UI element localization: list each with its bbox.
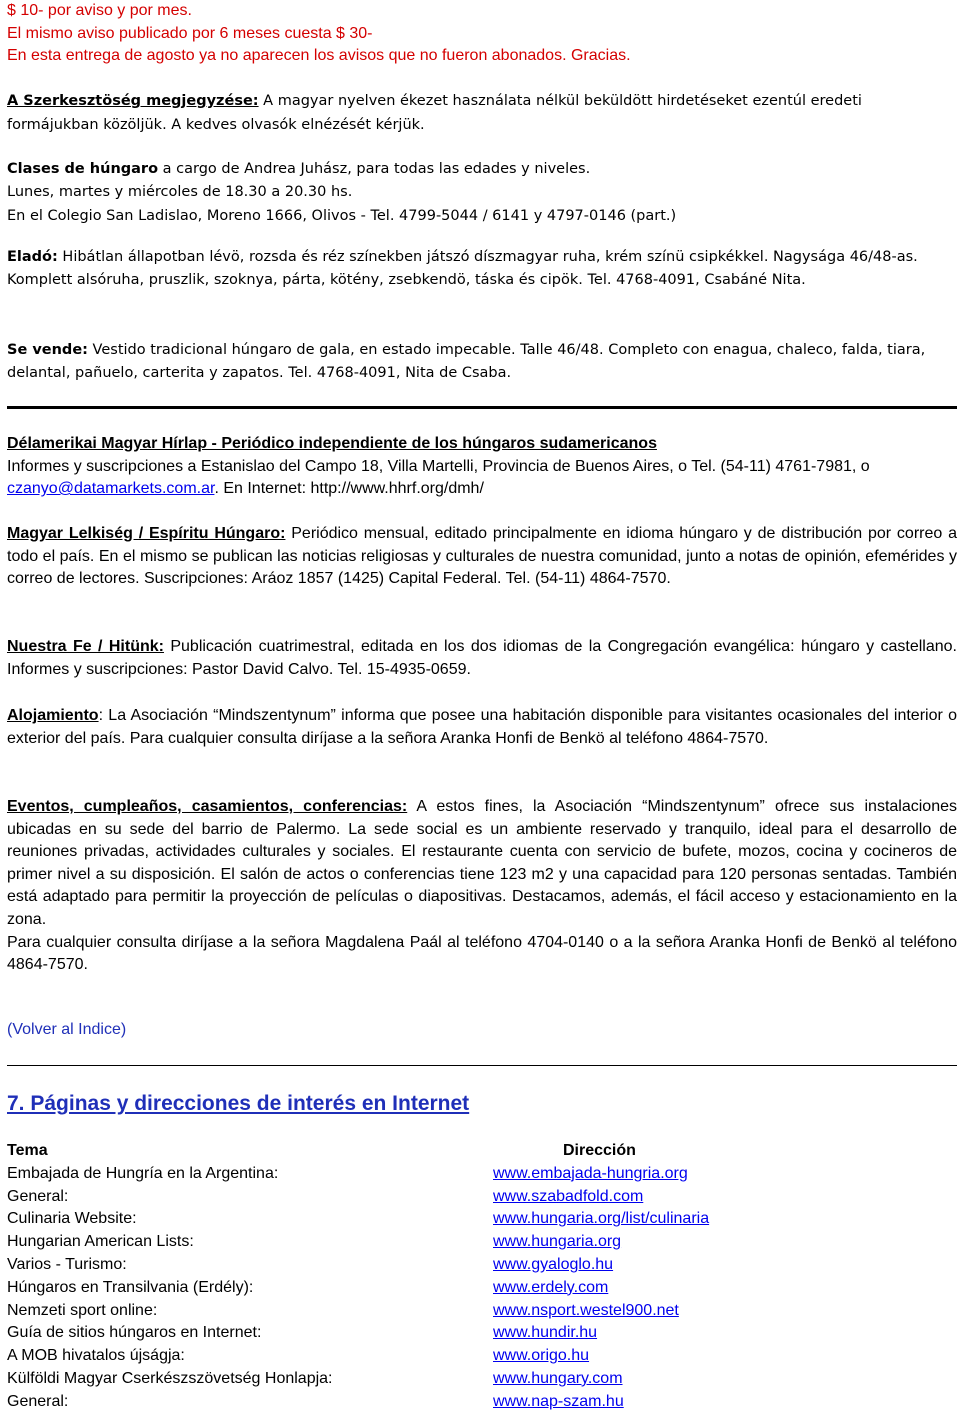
classes-label: Clases de húngaro — [7, 161, 159, 177]
row-url-link[interactable]: www.hungaria.org — [493, 1233, 622, 1251]
eventos-entry — [7, 796, 957, 977]
alojamiento-text: : La Asociación “Mindszentynum” informa que posee una habitación disponible para visitantes ocasionales del interior o exterior del país. Para cualquier consulta diríjase a la señora Aranka Honfi de Benkö al teléfono 4864-7570. — [7, 707, 957, 747]
table-row — [7, 1188, 709, 1211]
row-tema: Külföldi Magyar Cserkészszövetség Honlapja: — [7, 1369, 333, 1387]
row-url-link[interactable]: www.embajada-hungria.org — [493, 1164, 688, 1182]
eventos-text: A estos fines, la Asociación “Mindszentynum” ofrece sus instalaciones ubicadas en su sede del barrio de Palermo. La sede social es un ambiente reservado y tranquilo, ideal para el desarrollo de reuniones privadas, actividades culturales y sociales. El restaurante cuenta con servicio de bufete, mozos, cocina y cocineros de primer nivel a su disposición. El salón de actos o conferencias tiene 123 m2 y una capacidad para 120 personas sentadas. También está adaptado para permitir la proyección de películas o diapositivas. Destacamos, además, el fácil acceso y estacionamiento en la zona. — [7, 798, 958, 928]
pricing-notice — [7, 0, 957, 68]
row-tema: General: — [7, 1187, 69, 1205]
classes-line-2: Lunes, martes y miércoles de 18.30 a 20.30 hs. — [7, 184, 353, 201]
row-url-link[interactable]: www.origo.hu — [493, 1347, 590, 1365]
row-tema: Húngaros en Transilvania (Erdély): — [7, 1278, 254, 1296]
pricing-line-1: $ 10- por aviso y por mes. — [7, 2, 192, 19]
row-tema: Culinaria Website: — [7, 1210, 137, 1228]
column-header-tema: Tema — [7, 1142, 48, 1159]
table-row — [7, 1165, 709, 1188]
fe-entry — [7, 636, 957, 681]
classes-line-3: En el Colegio San Ladislao, Moreno 1666, Olivos - Tel. 4799-5044 / 6141 y 4797-0146 (part.) — [7, 207, 677, 224]
pricing-line-2: El mismo aviso publicado por 6 meses cuesta $ 30- — [7, 24, 373, 42]
row-url-link[interactable]: www.gyaloglo.hu — [493, 1255, 614, 1273]
sale-es-text: Vestido tradicional húngaro de gala, en estado impecable. Talle 46/48. Completo con enagua, chaleco, falda, tiara, delantal, pañuelo, carterita y zapatos. Tel. 4768-4091, Nita de Csaba. — [7, 342, 926, 382]
alojamiento-title: Alojamiento — [7, 707, 99, 724]
table-row — [7, 1393, 709, 1416]
section-7-title: 7. Páginas y direcciones de interés en Internet — [7, 1092, 470, 1115]
table-row — [7, 1370, 709, 1393]
editorial-note-label: A Szerkesztöség megjegyzése: — [7, 93, 259, 109]
row-tema: Nemzeti sport online: — [7, 1301, 158, 1319]
back-link-wrap — [7, 1021, 957, 1039]
hirlap-entry — [7, 433, 957, 501]
sale-es-label: Se vende: — [7, 342, 88, 358]
hirlap-email-link[interactable]: czanyo@datamarkets.com.ar — [7, 480, 215, 498]
sale-hu-label: Eladó: — [7, 249, 58, 265]
table-row — [7, 1302, 709, 1325]
row-tema: Varios - Turismo: — [7, 1255, 127, 1273]
eventos-text-2: Para cualquier consulta diríjase a la señora Magdalena Paál al teléfono 4704-0140 o a la señora Aranka Honfi de Benkö al teléfono 4864-7570. — [7, 933, 957, 974]
fe-title: Nuestra Fe / Hitünk: — [7, 638, 164, 655]
fe-text: Publicación cuatrimestral, editada en los dos idiomas de la Congregación evangélica: húngaro y castellano. Informes y suscripciones: Pastor David Calvo. Tel. 15-4935-0659. — [7, 638, 957, 678]
sale-hu-text: Hibátlan állapotban lévö, rozsda és réz színekben játszó díszmagyar ruha, krém színü csipkékkel. Nagysága 46/48-as. Komplett alsóruha, pruszlik, szoknya, párta, kötény, zsebkendö, táska és cipök. Tel. 4768-4091, Csabáné Nita. — [7, 249, 918, 289]
links-table — [7, 1142, 709, 1416]
editorial-note-text: A magyar nyelven ékezet használata nélkül beküldött hirdetéseket ezentúl eredeti formájukban közöljük. A kedves olvasók elnézését kérjük. — [7, 93, 862, 133]
row-url-link[interactable]: www.hungary.com — [493, 1369, 623, 1387]
classes-line-1: a cargo de Andrea Juhász, para todas las edades y niveles. — [158, 161, 591, 177]
column-header-direccion: Dirección — [563, 1142, 636, 1159]
row-url-link[interactable]: www.erdely.com — [493, 1278, 609, 1296]
table-row — [7, 1347, 709, 1370]
row-tema: General: — [7, 1392, 69, 1410]
row-url-link[interactable]: www.hundir.hu — [493, 1324, 598, 1342]
lelkiseg-entry — [7, 523, 957, 591]
row-tema: A MOB hivatalos újságja: — [7, 1347, 185, 1365]
sale-ad-spanish — [7, 339, 957, 386]
alojamiento-entry — [7, 705, 957, 750]
editorial-note — [7, 89, 957, 137]
section-divider-thin — [7, 1065, 957, 1066]
classes-ad — [7, 158, 957, 228]
row-url-link[interactable]: www.hungaria.org/list/culinaria — [493, 1210, 710, 1228]
back-to-index-link[interactable]: (Volver al Indice) — [7, 1021, 127, 1038]
table-row — [7, 1256, 709, 1279]
sale-ad-hungarian — [7, 246, 957, 293]
eventos-title: Eventos, cumpleaños, casamientos, conferencias: — [7, 798, 408, 815]
table-row — [7, 1324, 709, 1347]
row-tema: Embajada de Hungría en la Argentina: — [7, 1164, 279, 1182]
row-url-link[interactable]: www.nsport.westel900.net — [493, 1301, 679, 1319]
section-divider-thick — [7, 406, 957, 409]
row-url-link[interactable]: www.szabadfold.com — [493, 1187, 644, 1205]
hirlap-title: Délamerikai Magyar Hírlap - Periódico independiente de los húngaros sudamericanos — [7, 435, 657, 452]
table-row — [7, 1279, 709, 1302]
lelkiseg-title: Magyar Lelkiség / Espíritu Húngaro: — [7, 525, 286, 542]
table-row — [7, 1233, 709, 1256]
hirlap-text-1: Informes y suscripciones a Estanislao del Campo 18, Villa Martelli, Provincia de Buenos Aires, o Tel. (54-11) 4761-7981, o — [7, 457, 870, 475]
links-table-header — [7, 1142, 709, 1165]
hirlap-text-2: . En Internet: http://www.hhrf.org/dmh/ — [214, 480, 484, 498]
row-tema: Guía de sitios húngaros en Internet: — [7, 1324, 262, 1342]
row-url-link[interactable]: www.nap-szam.hu — [493, 1392, 624, 1410]
lelkiseg-text: Periódico mensual, editado principalmente en idioma húngaro y de distribución por correo a todo el país. En el mismo se publican las noticias religiosas y culturales de nuestra comunidad, junto a notas de opinión, efemérides y correo de lectores. Suscripciones: Aráoz 1857 (1425) Capital Federal. Tel. (54-11) 4864-7570. — [7, 525, 957, 588]
table-row — [7, 1210, 709, 1233]
pricing-line-3: En esta entrega de agosto ya no aparecen los avisos que no fueron abonados. Gracias. — [7, 47, 631, 65]
row-tema: Hungarian American Lists: — [7, 1233, 194, 1251]
